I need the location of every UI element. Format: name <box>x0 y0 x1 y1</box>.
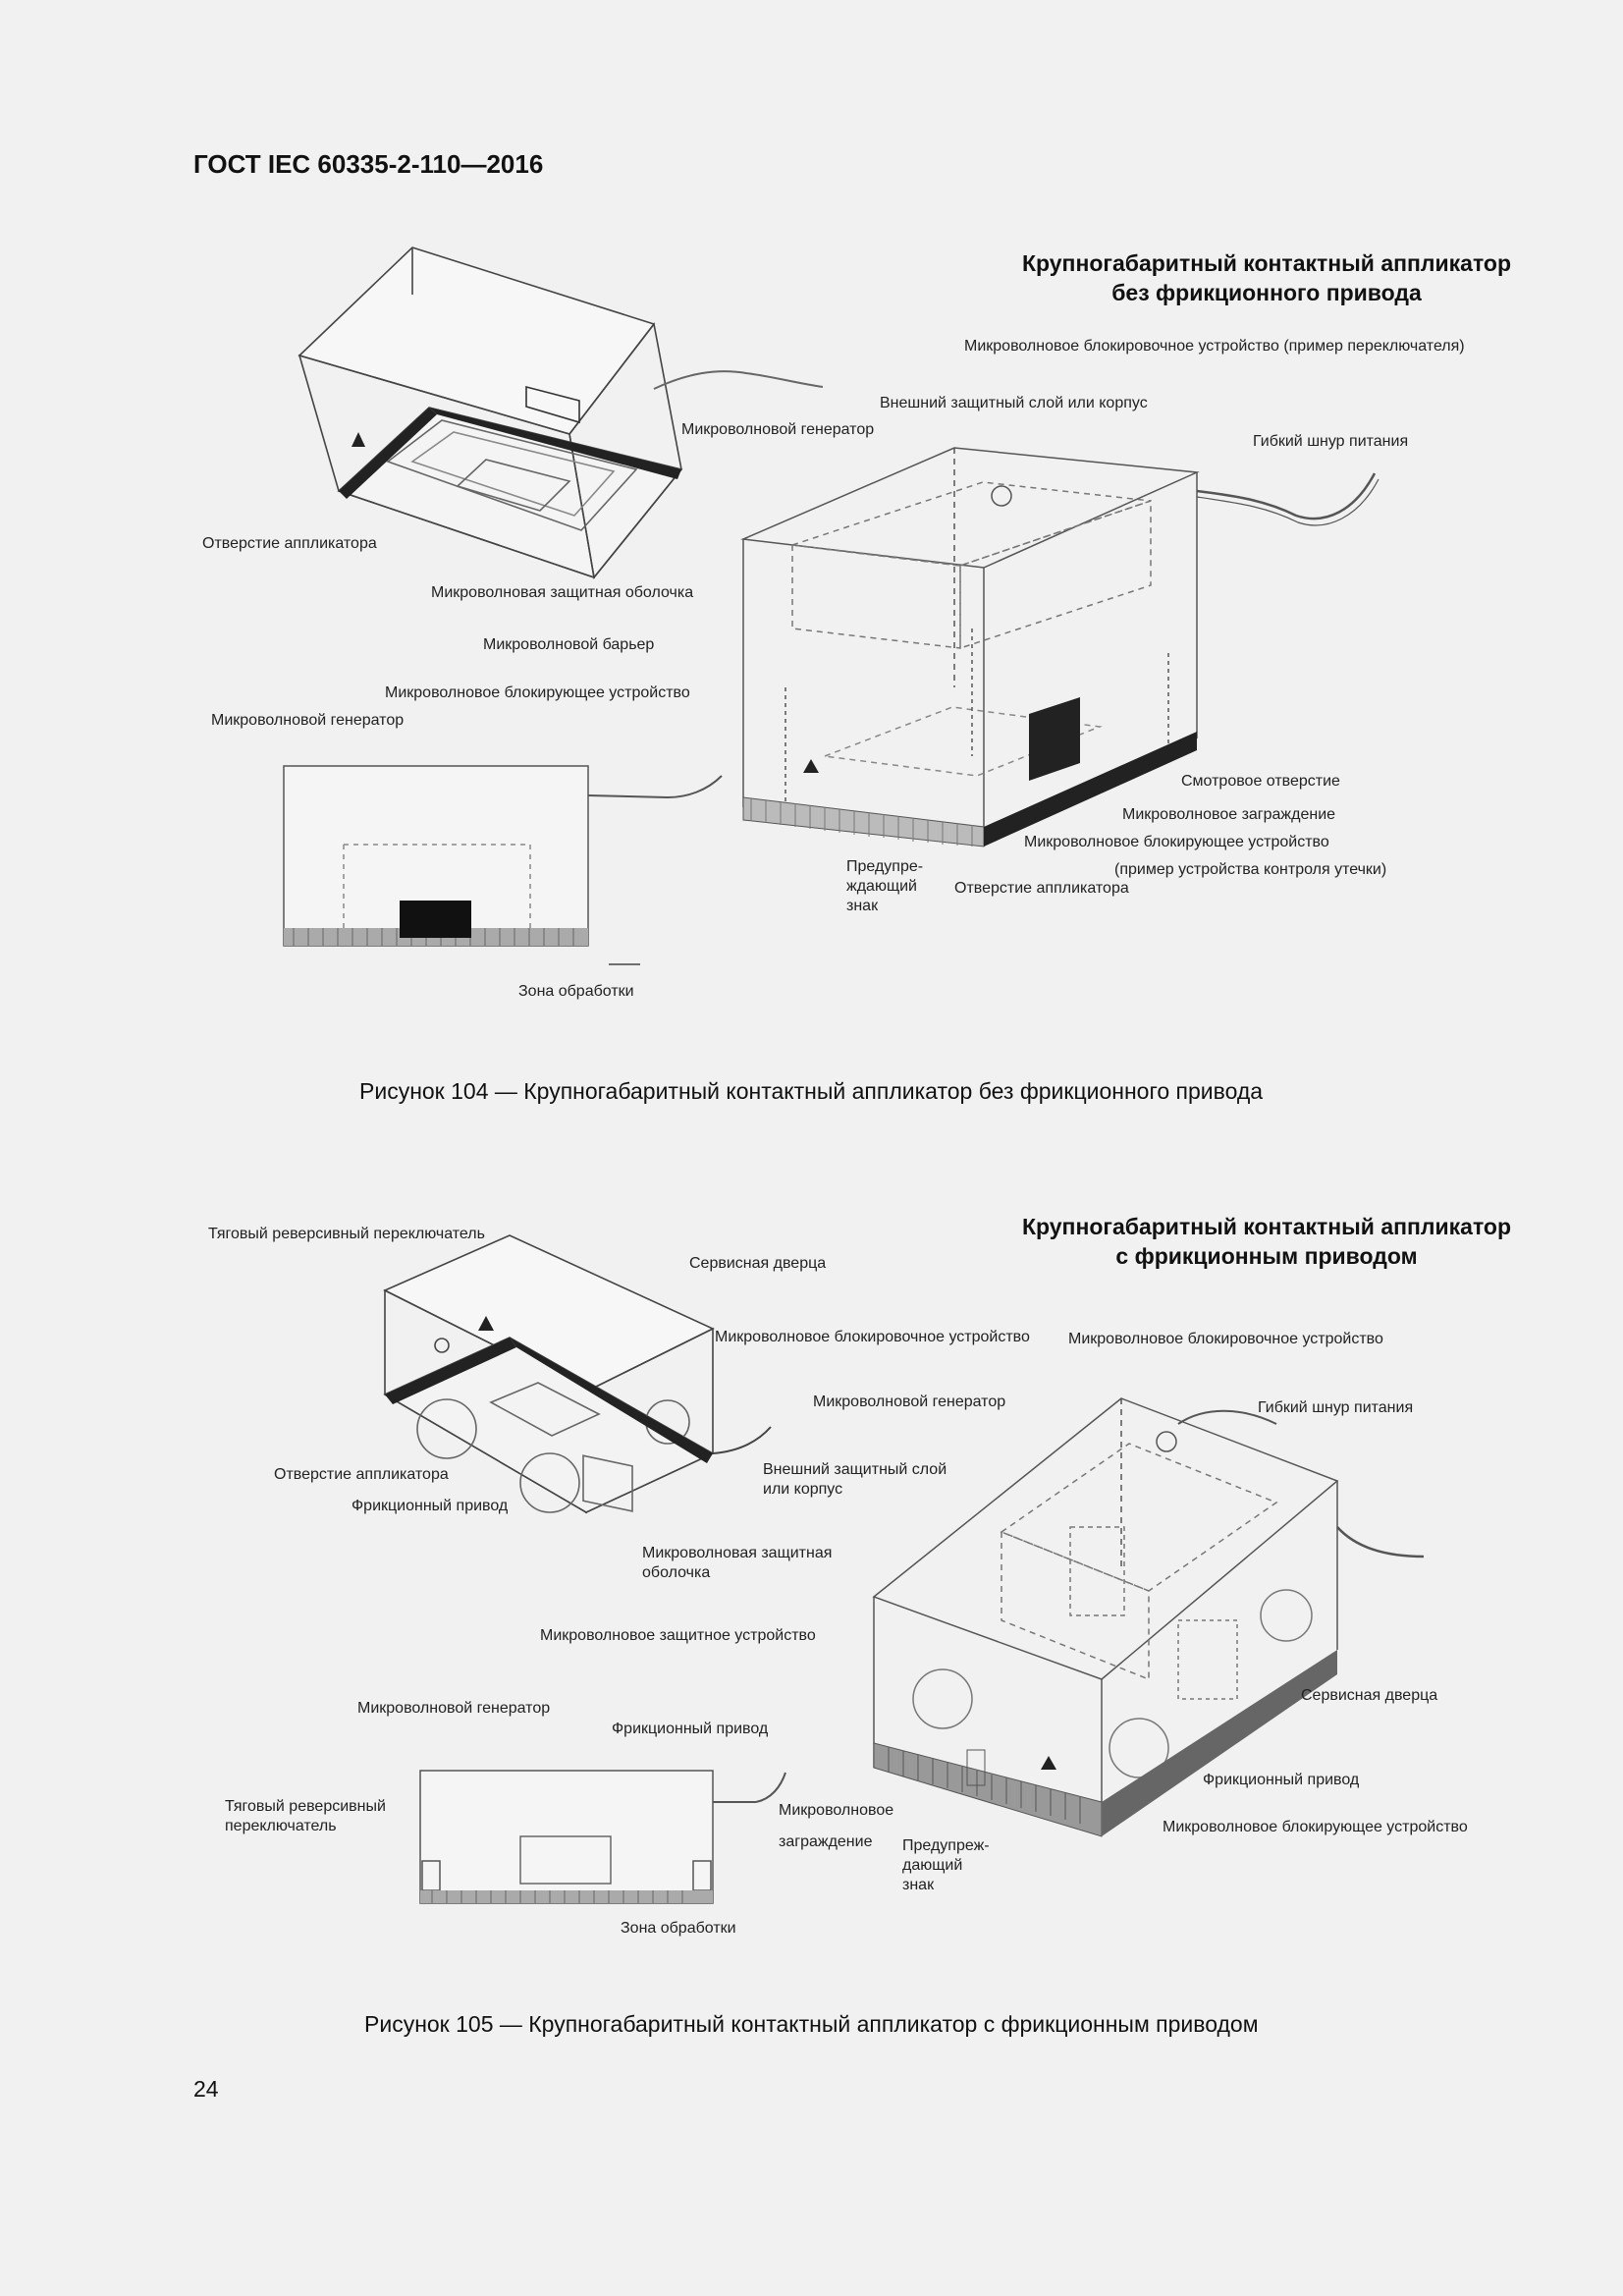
label-shield-105: Микроволновая защитная оболочка <box>642 1545 833 1581</box>
label-outer-layer-105: Внешний защитный слой или корпус <box>763 1461 947 1498</box>
label-reverse-switch-low: Тяговый реверсивный переключатель <box>225 1798 386 1834</box>
label-protective-device: Микроволновое защитное устройство <box>540 1627 816 1644</box>
label-treatment-zone-105: Зона обработки <box>621 1920 736 1937</box>
label-interlock-right: Микроволновое блокировочное устройство <box>1068 1331 1383 1347</box>
label-shield: Микроволновая защитная оболочка <box>431 584 694 601</box>
label-generator-top: Микроволновой генератор <box>681 421 875 438</box>
label-leak-example: (пример устройства контроля утечки) <box>1114 861 1387 878</box>
label-applicator-opening-2: Отверстие аппликатора <box>954 880 1129 897</box>
figure-104-title-line2: без фрикционного привода <box>1111 280 1422 305</box>
label-interlock-top: Микроволновое блокировочное устройство (пример переключателя) <box>964 338 1465 355</box>
label-warning-sign: Предупре- ждающий знак <box>846 858 924 914</box>
label-generator-mid: Микроволновой генератор <box>813 1394 1006 1410</box>
figure-104-title-line1: Крупногабаритный контактный аппликатор <box>1021 250 1512 276</box>
figure-105-title-line2: с фрикционным приводом <box>1115 1243 1418 1269</box>
label-power-cord: Гибкий шнур питания <box>1253 433 1409 450</box>
label-outer-layer: Внешний защитный слой или корпус <box>880 395 1148 411</box>
label-service-door-right: Сервисная дверца <box>1301 1687 1438 1704</box>
label-microwave-fence: Микроволновое заграждение <box>1122 806 1336 823</box>
figure-104-caption: Рисунок 104 — Крупногабаритный контактный аппликатор без фрикционного привода <box>359 1078 1264 1104</box>
label-power-cord-105: Гибкий шнур питания <box>1258 1399 1414 1416</box>
figure-105-title <box>913 1212 1620 1271</box>
label-microwave-fence-105: Микроволновое заграждение <box>779 1802 894 1850</box>
label-interlock-left: Микроволновое блокировочное устройство <box>715 1329 1030 1345</box>
label-viewing-port: Смотровое отверстие <box>1181 773 1340 790</box>
label-friction-drive-3: Фрикционный привод <box>1203 1772 1360 1788</box>
label-blocking-device-105: Микроволновое блокирующее устройство <box>1163 1819 1468 1835</box>
label-blocking-device-2: Микроволновое блокирующее устройство <box>1024 834 1329 850</box>
label-barrier: Микроволновой барьер <box>483 636 655 653</box>
label-reverse-switch-top: Тяговый реверсивный переключатель <box>208 1226 485 1242</box>
figure-105-caption: Рисунок 105 — Крупногабаритный контактный аппликатор с фрикционным приводом <box>364 2011 1259 2037</box>
figure-104-title <box>913 248 1620 307</box>
label-service-door-top: Сервисная дверца <box>689 1255 827 1272</box>
document-header: ГОСТ IEC 60335-2-110—2016 <box>193 149 544 179</box>
label-friction-drive-1: Фрикционный привод <box>352 1498 509 1514</box>
label-warning-sign-105: Предупреж- дающий знак <box>902 1837 990 1893</box>
label-blocking-device: Микроволновое блокирующее устройство <box>385 684 690 701</box>
label-applicator-opening-105: Отверстие аппликатора <box>274 1466 449 1483</box>
label-friction-drive-2: Фрикционный привод <box>612 1721 769 1737</box>
label-applicator-opening: Отверстие аппликатора <box>202 535 377 552</box>
label-generator-low: Микроволновой генератор <box>357 1700 551 1717</box>
figure-105-title-line1: Крупногабаритный контактный аппликатор <box>1021 1214 1512 1239</box>
page-number: 24 <box>193 2076 219 2102</box>
label-treatment-zone: Зона обработки <box>518 983 634 1000</box>
label-generator-side: Микроволновой генератор <box>211 712 405 729</box>
